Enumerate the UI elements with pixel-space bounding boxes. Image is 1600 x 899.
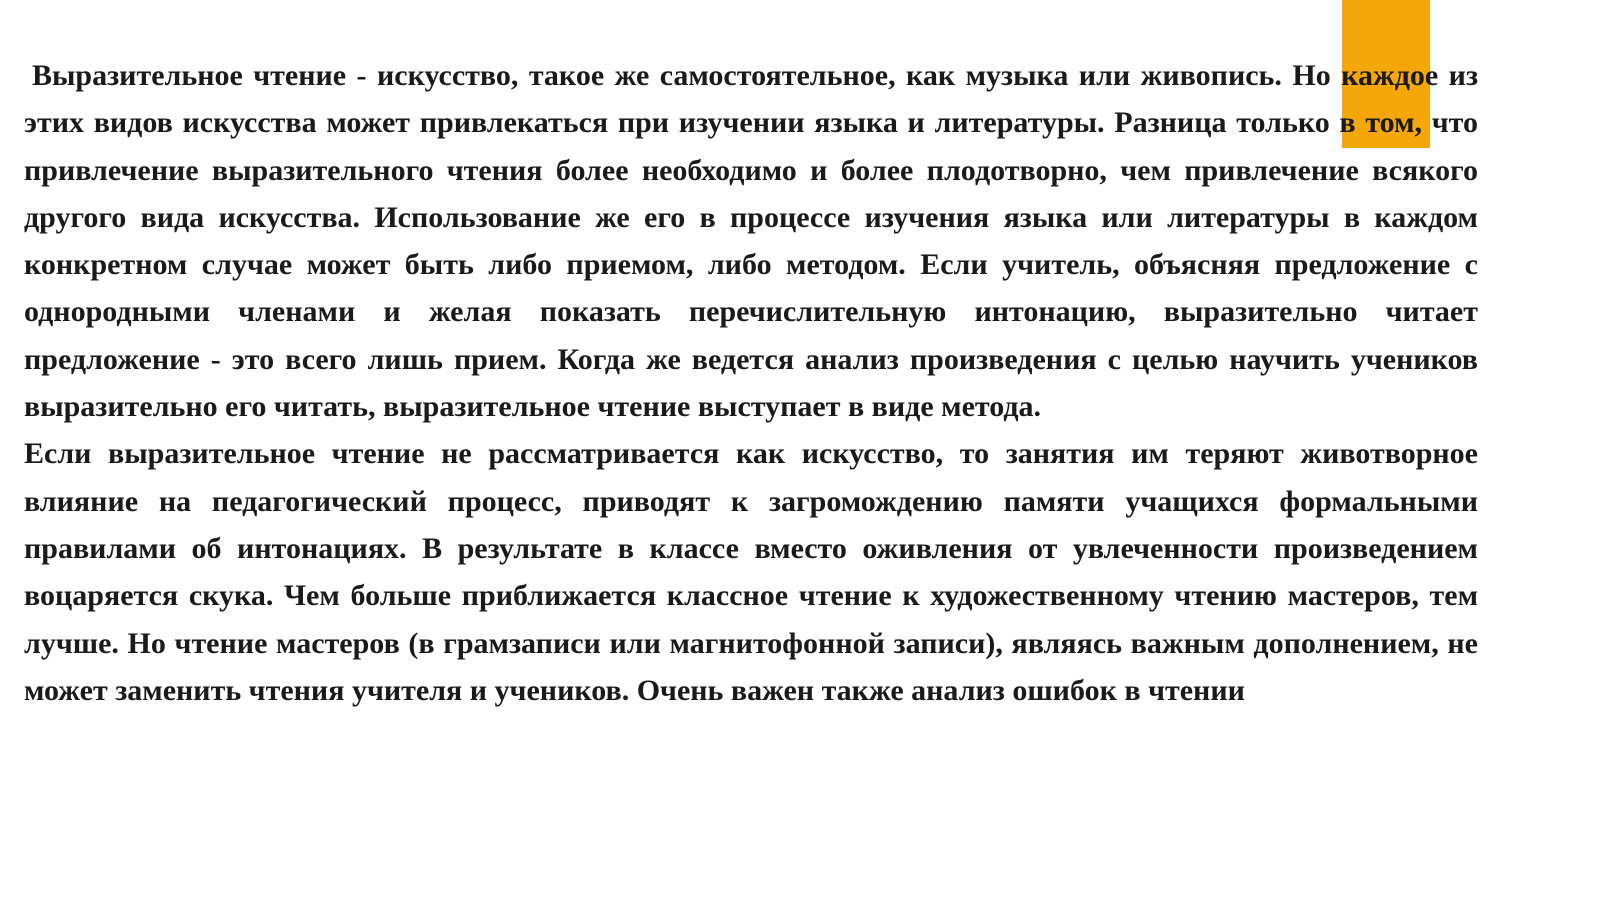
paragraph-1: Выразительное чтение - искусство, такое же самостоятельное, как музыка или живопись. Но каждое из этих видов искусства может привлекаться при изучении языка и литературы. Разница только в том, что привлечение выразительного чтения более необходимо и более плодотворно, чем привлечение всякого другого вида искусства. Использование же его в процессе изучения языка или литературы в каждом конкретном случае может быть либо приемом, либо методом. Если учитель, объясняя предложение с однородными членами и желая показать перечислительную интонацию, выразительно читает предложение - это всего лишь прием. Когда же ведется анализ произведения с целью научить учеников выразительно его читать, выразительное чтение выступает в виде метода.	[24, 59, 1478, 424]
body-text	[24, 52, 1478, 714]
paragraph-2: Если выразительное чтение не рассматривается как искусство, то занятия им теряют животворное влияние на педагогический процесс, приводят к загромождению памяти учащихся формальными правилами об интонациях. В результате в классе вместо оживления от увлеченности произведением воцаряется скука. Чем больше приближается классное чтение к художественному чтению мастеров, тем лучше. Но чтение мастеров (в грамзаписи или магнитофонной записи), являясь важным дополнением, не может заменить чтения учителя и учеников. Очень важен также анализ ошибок в чтении	[24, 437, 1478, 707]
